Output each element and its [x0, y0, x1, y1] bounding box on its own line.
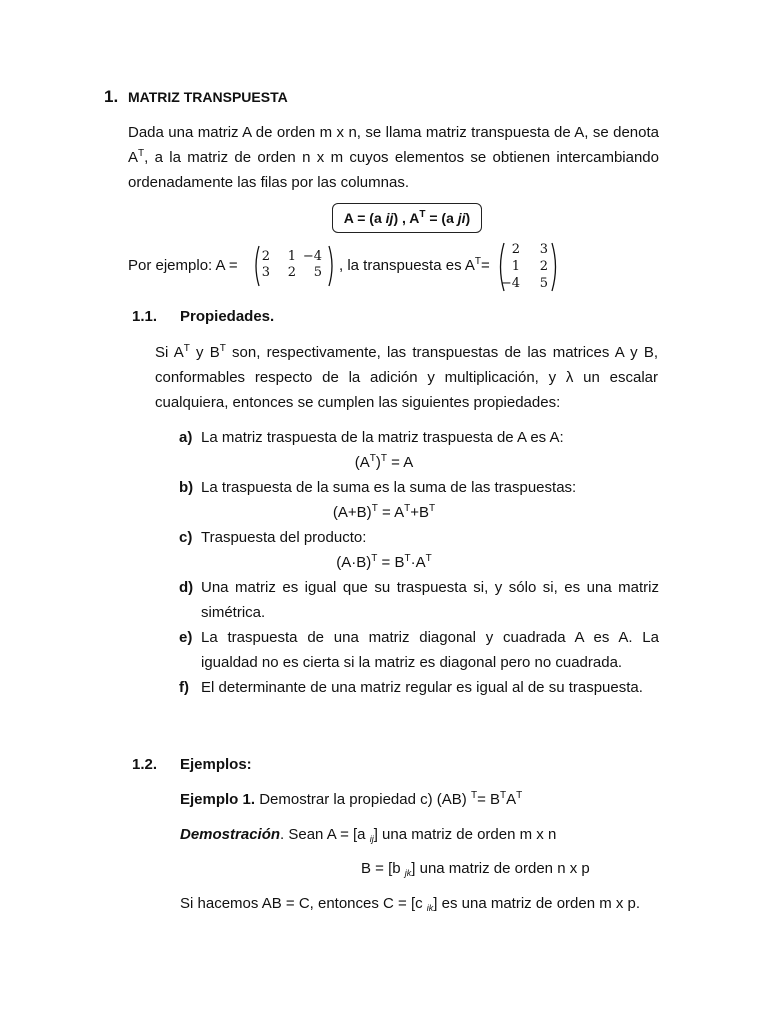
- matrix-cell: 3: [261, 265, 270, 280]
- right-paren-icon: [551, 242, 560, 292]
- matrix-cell: 2: [287, 265, 296, 280]
- property-label: d): [179, 579, 194, 596]
- example-middle: , la transpuesta es $A^T=$: [339, 256, 490, 274]
- right-paren-icon: [328, 245, 336, 287]
- subsection-title: Propiedades.: [180, 308, 275, 325]
- intro-line-3: ordenadamente las filas por las columnas.: [128, 174, 409, 191]
- property-d: d) Una matriz es igual que su traspuesta si, y sólo si, es una matriz simétrica.: [179, 575, 659, 625]
- property-label: a): [179, 429, 193, 446]
- subsection-title: Ejemplos:: [180, 756, 252, 773]
- property-a: a) La matriz traspuesta de la matriz traspuesta de A es A:: [179, 425, 659, 450]
- props-intro-line-3: cualquiera, entonces se cumplen las siguientes propiedades:: [155, 394, 561, 411]
- matrix-cell: −4: [302, 249, 322, 264]
- matrix-cell: 3: [539, 242, 548, 257]
- property-f: f) El determinante de una matriz regular es igual al de su traspuesta.: [179, 675, 659, 700]
- property-label: c): [179, 529, 193, 546]
- definition-box: A = (a ij) , $A^T = (a$ ji): [332, 203, 482, 233]
- matrix-cell: 5: [313, 265, 322, 280]
- property-e: e) La traspuesta de una matriz diagonal y cuadrada A es A. La igualdad no es cierta si la matriz es diagonal pero no cuadrada.: [179, 625, 659, 675]
- formula-a: $(A^T)^T = A$: [354, 453, 414, 471]
- matrix-a: [252, 245, 336, 287]
- subsection-number: 1.1.: [132, 308, 158, 325]
- demonstration-line-3: Si hacemos AB = C, entonces C = [c $_{ik}$] es una matriz de orden m x p.: [180, 895, 641, 913]
- property-label: f): [179, 679, 189, 696]
- matrix-cell: −4: [500, 276, 520, 291]
- formula-c: $(A\cdot B)^T = B^T\cdot A^T$: [336, 553, 432, 571]
- property-b: b) La traspuesta de la suma es la suma de las traspuestas:: [179, 475, 659, 500]
- example-1: Ejemplo 1. Demostrar la propiedad c) (AB) $^T= B^TA^T$: [180, 790, 523, 808]
- matrix-cell: 2: [511, 242, 520, 257]
- properties-intro: [155, 340, 658, 415]
- section-title: MATRIZ TRANSPUESTA: [128, 89, 288, 105]
- demonstration-line-2: B = [b $_{jk}$] una matriz de orden n x p: [361, 860, 590, 878]
- matrix-cell: 5: [539, 276, 548, 291]
- section-number: 1.: [104, 87, 119, 106]
- property-c: c) Traspuesta del producto:: [179, 525, 659, 550]
- matrix-cell: 2: [539, 259, 548, 274]
- property-label: b): [179, 479, 194, 496]
- intro-paragraph: [128, 120, 659, 195]
- demonstration-line-1: Demostración. Sean A = [a $_{ij}$] una matriz de orden m x n: [180, 826, 557, 844]
- formula-b: $(A+B)^T = A^T+B^T$: [332, 503, 436, 521]
- props-intro-line-1: Si $A^T$ y $B^T$ son, respectivamente, las transpuestas de las matrices A y B,: [155, 343, 658, 361]
- props-intro-line-2: conformables respecto de la adición y multiplicación, y λ un escalar: [155, 369, 658, 386]
- matrix-cell: 1: [511, 259, 520, 274]
- subsection-number: 1.2.: [132, 756, 158, 773]
- example-prefix: Por ejemplo: A =: [128, 257, 238, 274]
- intro-line-2: $A^T$, a la matriz de orden n x m cuyos elementos se obtienen intercambiando: [128, 148, 659, 166]
- property-label: e): [179, 629, 193, 646]
- matrix-a-transpose: [496, 242, 560, 292]
- matrix-cell: 1: [287, 249, 296, 264]
- matrix-cell: 2: [261, 249, 270, 264]
- intro-line-1: Dada una matriz A de orden m x n, se llama matriz transpuesta de A, se denota: [128, 124, 659, 141]
